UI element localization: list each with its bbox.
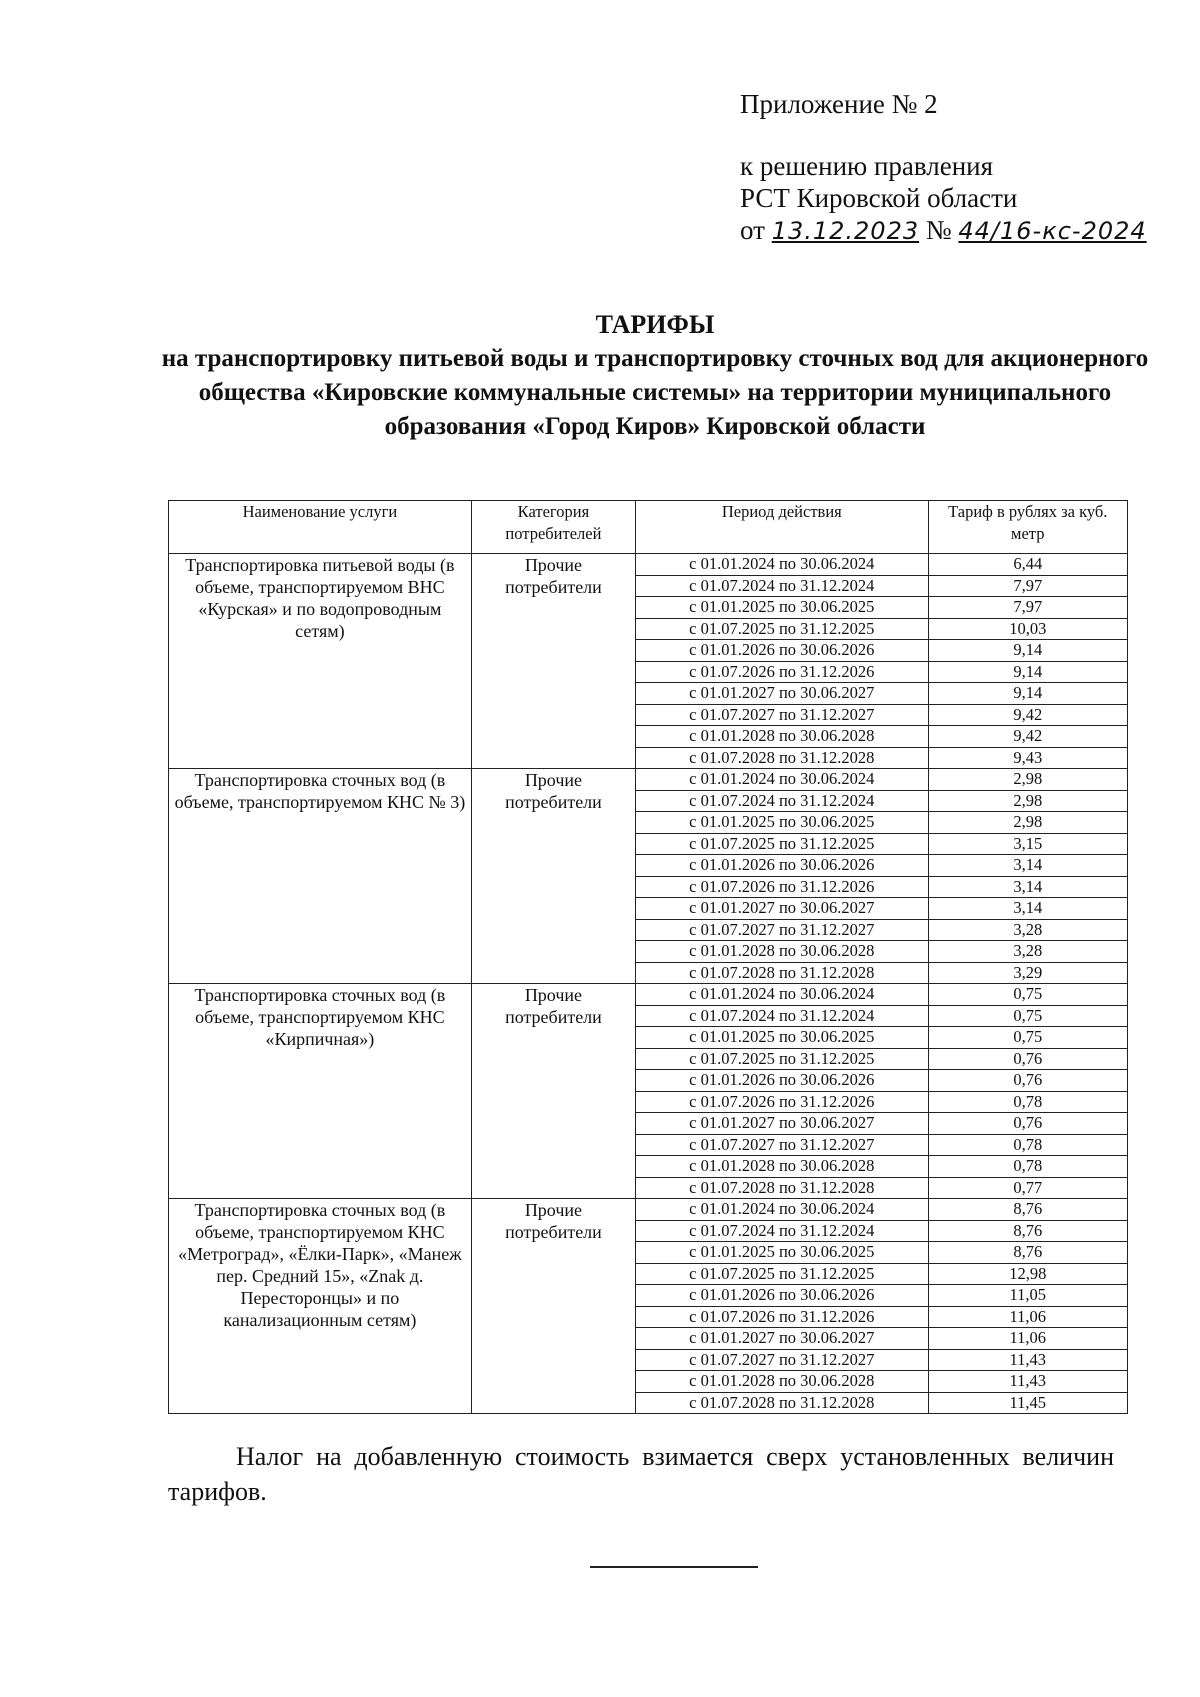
tariff-value-cell: 2,98 bbox=[928, 790, 1127, 812]
period-cell: с 01.01.2026 по 30.06.2026 bbox=[636, 1070, 928, 1092]
closing-rule bbox=[590, 1566, 758, 1568]
period-cell: с 01.07.2028 по 31.12.2028 bbox=[636, 962, 928, 984]
period-cell: с 01.01.2026 по 30.06.2026 bbox=[636, 1285, 928, 1307]
period-cell: с 01.07.2027 по 31.12.2027 bbox=[636, 704, 928, 726]
decision-date-line bbox=[740, 214, 1147, 247]
period-cell: с 01.01.2027 по 30.06.2027 bbox=[636, 898, 928, 920]
period-cell: с 01.07.2025 по 31.12.2025 bbox=[636, 833, 928, 855]
period-cell: с 01.07.2024 по 31.12.2024 bbox=[636, 575, 928, 597]
period-cell: с 01.07.2027 по 31.12.2027 bbox=[636, 1349, 928, 1371]
table-row bbox=[169, 1199, 1128, 1221]
tariff-value-cell: 9,42 bbox=[928, 726, 1127, 748]
period-cell: с 01.01.2025 по 30.06.2025 bbox=[636, 597, 928, 619]
tariff-value-cell: 9,43 bbox=[928, 747, 1127, 769]
tariff-value-cell: 2,98 bbox=[928, 769, 1127, 791]
tariff-table-body bbox=[169, 554, 1128, 1414]
tariff-value-cell: 11,43 bbox=[928, 1349, 1127, 1371]
tariff-value-cell: 0,75 bbox=[928, 984, 1127, 1006]
tariff-value-cell: 9,14 bbox=[928, 640, 1127, 662]
period-cell: с 01.01.2025 по 30.06.2025 bbox=[636, 812, 928, 834]
table-row bbox=[169, 554, 1128, 576]
period-cell: с 01.01.2028 по 30.06.2028 bbox=[636, 1371, 928, 1393]
tariff-value-cell: 9,42 bbox=[928, 704, 1127, 726]
title-subtitle: на транспортировку питьевой воды и транспортировку сточных вод для акционерного общества «Кировские коммунальные системы» на территории муниципального образования «Город Киров» Кировской области bbox=[161, 345, 1149, 440]
tariff-value-cell: 0,77 bbox=[928, 1177, 1127, 1199]
tariff-value-cell: 8,76 bbox=[928, 1199, 1127, 1221]
tariff-value-cell: 7,97 bbox=[928, 575, 1127, 597]
service-name-cell: Транспортировка сточных вод (в объеме, транспортируемом КНС «Метроград», «Ёлки-Парк», «Манеж пер. Средний 15», «Znak д. Пересторонцы» и по канализационным сетям) bbox=[169, 1199, 472, 1414]
tariff-value-cell: 6,44 bbox=[928, 554, 1127, 576]
period-cell: с 01.07.2025 по 31.12.2025 bbox=[636, 618, 928, 640]
appendix-number: Приложение № 2 bbox=[740, 89, 938, 119]
consumer-category-cell: Прочие потребители bbox=[471, 554, 635, 769]
header-tariff: Тариф в рублях за куб. метр bbox=[928, 501, 1127, 554]
tariff-value-cell: 8,76 bbox=[928, 1220, 1127, 1242]
consumer-category-cell: Прочие потребители bbox=[471, 769, 635, 984]
tariff-value-cell: 0,78 bbox=[928, 1156, 1127, 1178]
period-cell: с 01.01.2025 по 30.06.2025 bbox=[636, 1242, 928, 1264]
period-cell: с 01.07.2026 по 31.12.2026 bbox=[636, 876, 928, 898]
service-name-cell: Транспортировка сточных вод (в объеме, транспортируемом КНС № 3) bbox=[169, 769, 472, 984]
tariff-value-cell: 3,29 bbox=[928, 962, 1127, 984]
period-cell: с 01.01.2027 по 30.06.2027 bbox=[636, 1113, 928, 1135]
service-name-cell: Транспортировка сточных вод (в объеме, транспортируемом КНС «Кирпичная») bbox=[169, 984, 472, 1199]
period-cell: с 01.01.2026 по 30.06.2026 bbox=[636, 640, 928, 662]
header-period: Период действия bbox=[636, 501, 928, 554]
tariff-value-cell: 11,06 bbox=[928, 1306, 1127, 1328]
date-prefix: от bbox=[740, 215, 765, 245]
tariff-value-cell: 0,76 bbox=[928, 1048, 1127, 1070]
tariff-value-cell: 3,14 bbox=[928, 855, 1127, 877]
tariff-value-cell: 8,76 bbox=[928, 1242, 1127, 1264]
consumer-category-cell: Прочие потребители bbox=[471, 984, 635, 1199]
tariff-value-cell: 11,45 bbox=[928, 1392, 1127, 1414]
period-cell: с 01.01.2024 по 30.06.2024 bbox=[636, 769, 928, 791]
title-main: ТАРИФЫ bbox=[595, 310, 715, 339]
period-cell: с 01.07.2024 по 31.12.2024 bbox=[636, 1005, 928, 1027]
tariff-value-cell: 0,76 bbox=[928, 1113, 1127, 1135]
decision-line-1: к решению правления bbox=[740, 151, 994, 181]
period-cell: с 01.01.2026 по 30.06.2026 bbox=[636, 855, 928, 877]
period-cell: с 01.07.2026 по 31.12.2026 bbox=[636, 1091, 928, 1113]
vat-note: Налог на добавленную стоимость взимается сверх установленных величин тарифов. bbox=[168, 1442, 1114, 1506]
tariff-value-cell: 9,14 bbox=[928, 683, 1127, 705]
tariff-value-cell: 0,78 bbox=[928, 1091, 1127, 1113]
tariff-value-cell: 3,28 bbox=[928, 919, 1127, 941]
period-cell: с 01.07.2028 по 31.12.2028 bbox=[636, 747, 928, 769]
tariff-table bbox=[168, 500, 1128, 1414]
tariff-value-cell: 10,03 bbox=[928, 618, 1127, 640]
period-cell: с 01.01.2025 по 30.06.2025 bbox=[636, 1027, 928, 1049]
number-prefix: № bbox=[925, 215, 952, 245]
period-cell: с 01.01.2028 по 30.06.2028 bbox=[636, 726, 928, 748]
tariff-value-cell: 11,43 bbox=[928, 1371, 1127, 1393]
table-row bbox=[169, 769, 1128, 791]
period-cell: с 01.07.2028 по 31.12.2028 bbox=[636, 1392, 928, 1414]
tariff-value-cell: 0,75 bbox=[928, 1027, 1127, 1049]
period-cell: с 01.01.2028 по 30.06.2028 bbox=[636, 941, 928, 963]
tariff-value-cell: 11,06 bbox=[928, 1328, 1127, 1350]
header-service: Наименование услуги bbox=[169, 501, 472, 554]
period-cell: с 01.07.2028 по 31.12.2028 bbox=[636, 1177, 928, 1199]
decision-date: 13.12.2023 bbox=[771, 217, 920, 245]
table-header-row bbox=[169, 501, 1128, 554]
period-cell: с 01.07.2025 по 31.12.2025 bbox=[636, 1263, 928, 1285]
period-cell: с 01.07.2024 по 31.12.2024 bbox=[636, 790, 928, 812]
service-name-cell: Транспортировка питьевой воды (в объеме, транспортируемом ВНС «Курская» и по водопроводным сетям) bbox=[169, 554, 472, 769]
tariff-value-cell: 12,98 bbox=[928, 1263, 1127, 1285]
tariff-value-cell: 2,98 bbox=[928, 812, 1127, 834]
decision-line-2: РСТ Кировской области bbox=[740, 183, 1018, 213]
document-title bbox=[160, 308, 1150, 444]
period-cell: с 01.01.2027 по 30.06.2027 bbox=[636, 1328, 928, 1350]
tariff-value-cell: 11,05 bbox=[928, 1285, 1127, 1307]
header-category: Категория потребителей bbox=[471, 501, 635, 554]
period-cell: с 01.07.2025 по 31.12.2025 bbox=[636, 1048, 928, 1070]
tariff-value-cell: 3,15 bbox=[928, 833, 1127, 855]
tariff-value-cell: 0,78 bbox=[928, 1134, 1127, 1156]
appendix-block bbox=[740, 88, 1147, 247]
tariff-value-cell: 7,97 bbox=[928, 597, 1127, 619]
decision-number: 44/16-кс-2024 bbox=[958, 217, 1147, 245]
tariff-value-cell: 0,76 bbox=[928, 1070, 1127, 1092]
period-cell: с 01.07.2026 по 31.12.2026 bbox=[636, 1306, 928, 1328]
tariff-value-cell: 9,14 bbox=[928, 661, 1127, 683]
period-cell: с 01.07.2026 по 31.12.2026 bbox=[636, 661, 928, 683]
period-cell: с 01.01.2028 по 30.06.2028 bbox=[636, 1156, 928, 1178]
table-row bbox=[169, 984, 1128, 1006]
period-cell: с 01.01.2024 по 30.06.2024 bbox=[636, 554, 928, 576]
tariff-value-cell: 0,75 bbox=[928, 1005, 1127, 1027]
period-cell: с 01.01.2024 по 30.06.2024 bbox=[636, 984, 928, 1006]
consumer-category-cell: Прочие потребители bbox=[471, 1199, 635, 1414]
tariff-value-cell: 3,14 bbox=[928, 898, 1127, 920]
tariff-value-cell: 3,28 bbox=[928, 941, 1127, 963]
period-cell: с 01.07.2027 по 31.12.2027 bbox=[636, 919, 928, 941]
tariff-value-cell: 3,14 bbox=[928, 876, 1127, 898]
period-cell: с 01.01.2024 по 30.06.2024 bbox=[636, 1199, 928, 1221]
period-cell: с 01.07.2024 по 31.12.2024 bbox=[636, 1220, 928, 1242]
period-cell: с 01.07.2027 по 31.12.2027 bbox=[636, 1134, 928, 1156]
period-cell: с 01.01.2027 по 30.06.2027 bbox=[636, 683, 928, 705]
